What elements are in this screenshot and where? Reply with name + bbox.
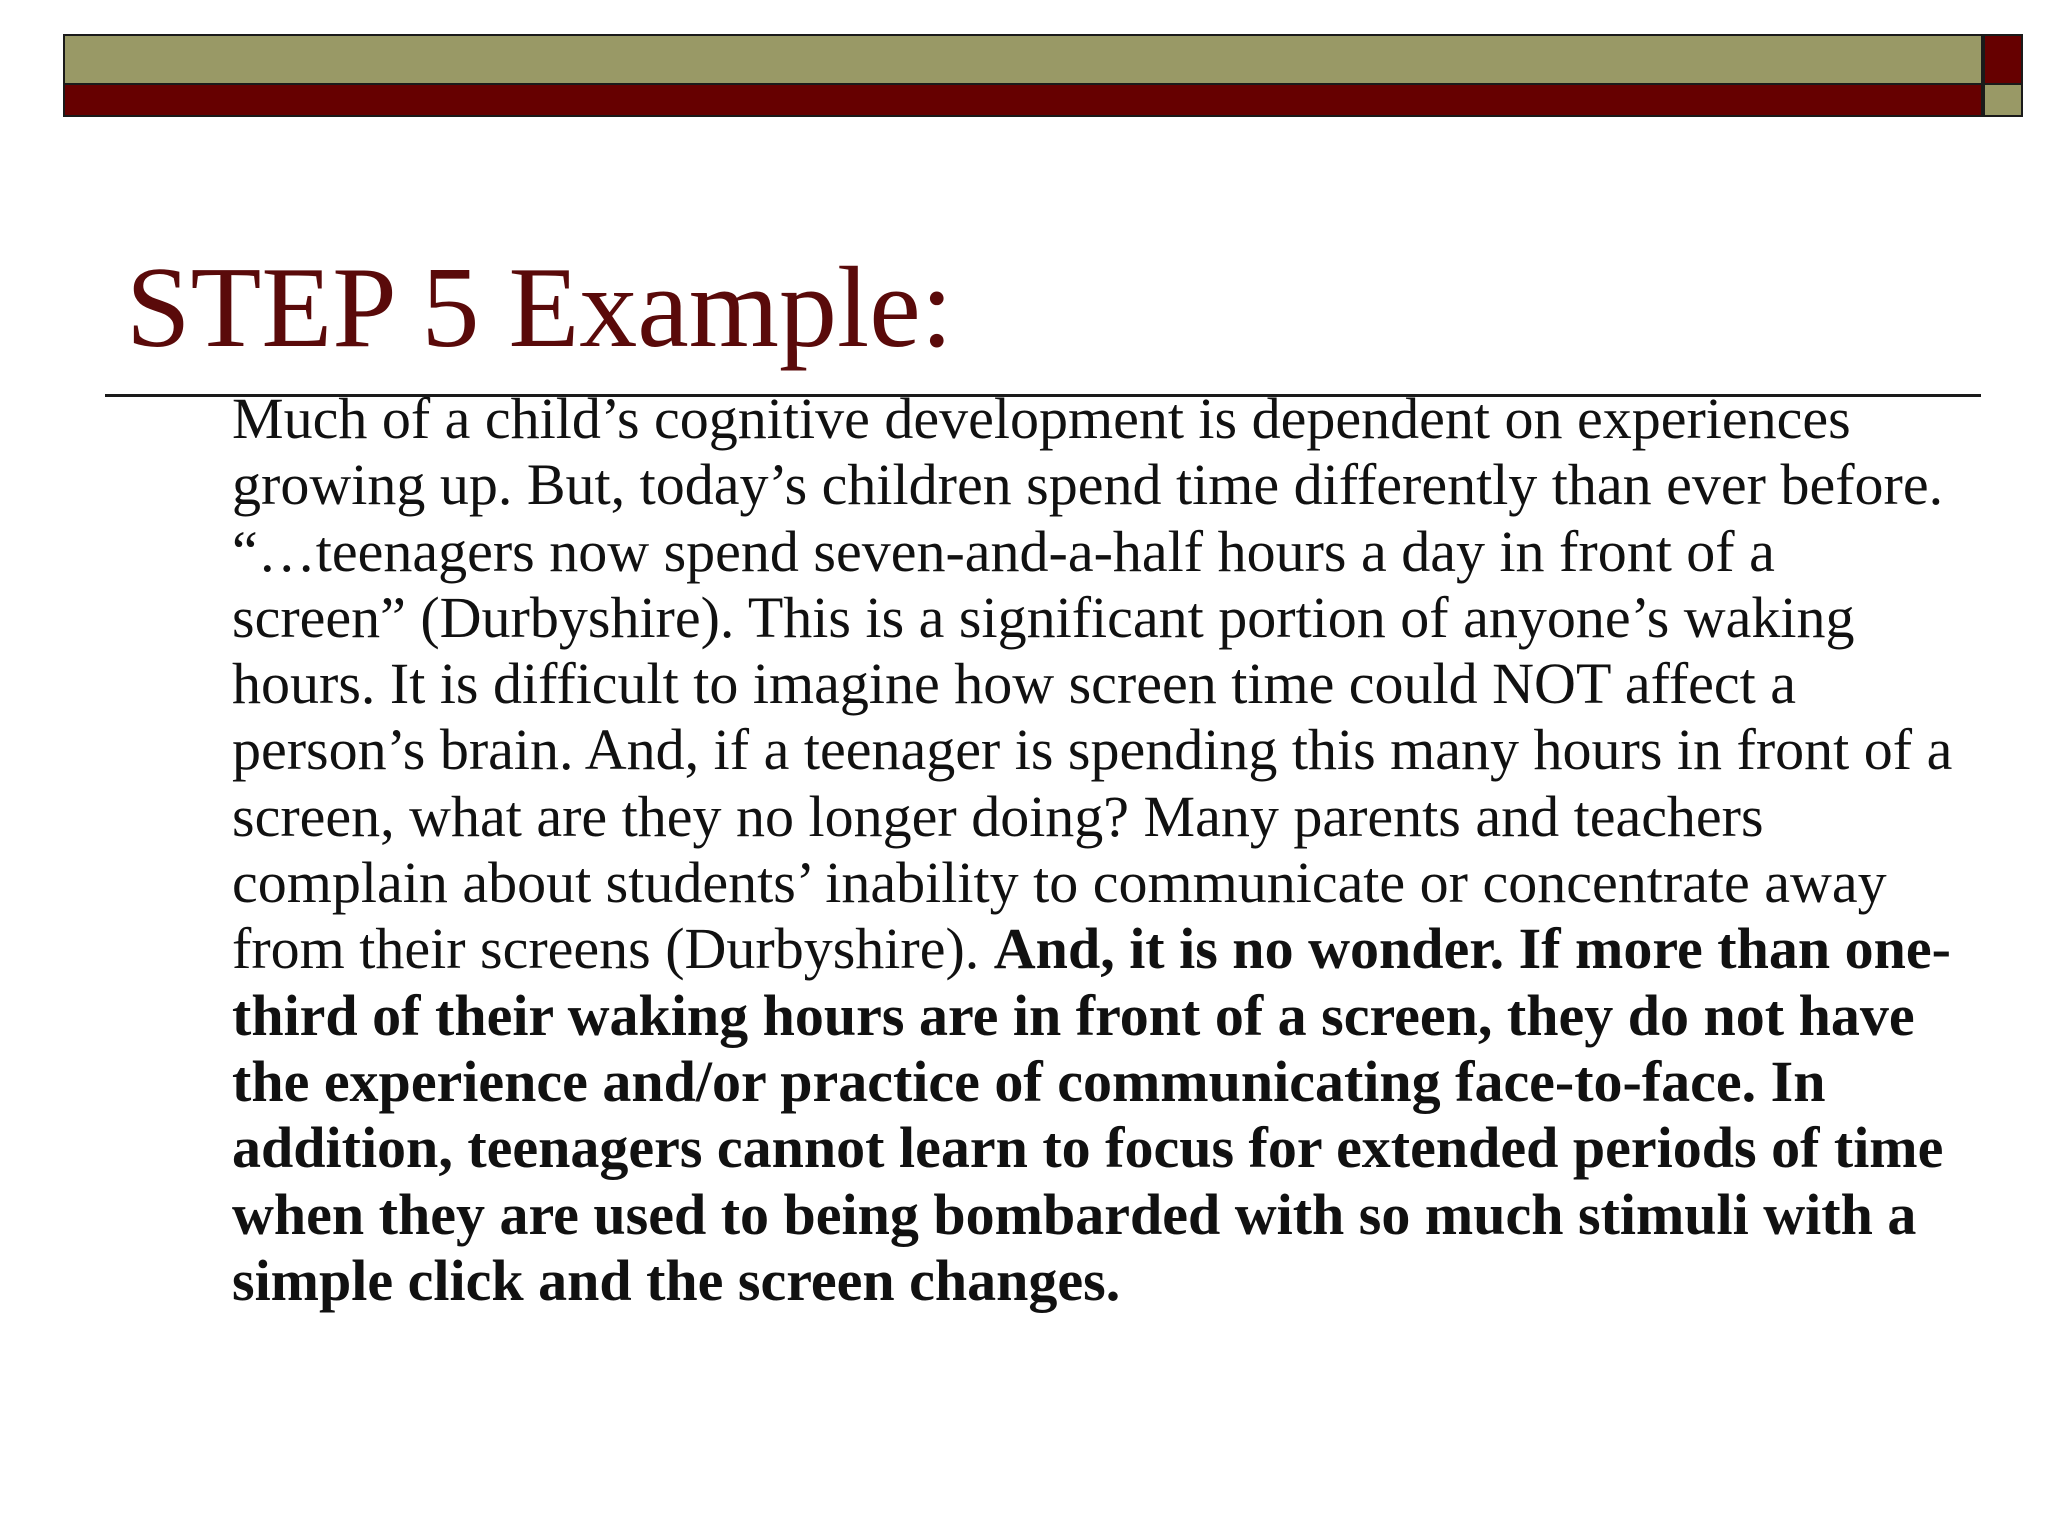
header-olive-band bbox=[63, 34, 1983, 85]
header-corner-maroon-square bbox=[1983, 34, 2023, 85]
header-maroon-band bbox=[63, 85, 1983, 117]
slide-title: STEP 5 Example: bbox=[126, 244, 953, 372]
body-text-normal: Much of a child’s cognitive development is dependent on experiences growing up. But, today’s children spend time differently than ever before. “…teenagers now spend seven-and-a-half hours a day in front of a screen” (Durbyshire). This is a significant portion of anyone’s waking hours. It is difficult to imagine how screen time could NOT affect a person’s brain. And, if a teenager is spending this many hours in front of a screen, what are they no longer doing? Many parents and teachers complain about students’ inability to communicate or concentrate away from their screens (Durbyshire). bbox=[232, 386, 1953, 982]
slide-body-paragraph bbox=[232, 386, 1962, 1314]
header-corner-olive-square bbox=[1983, 85, 2023, 117]
body-text-bold: And, it is no wonder. If more than one-third of their waking hours are in front of a screen, they do not have the experience and/or practice of communicating face-to-face. In addition, teenagers cannot learn to focus for extended periods of time when they are used to being bombarded with so much stimuli with a simple click and the screen changes. bbox=[232, 916, 1951, 1313]
